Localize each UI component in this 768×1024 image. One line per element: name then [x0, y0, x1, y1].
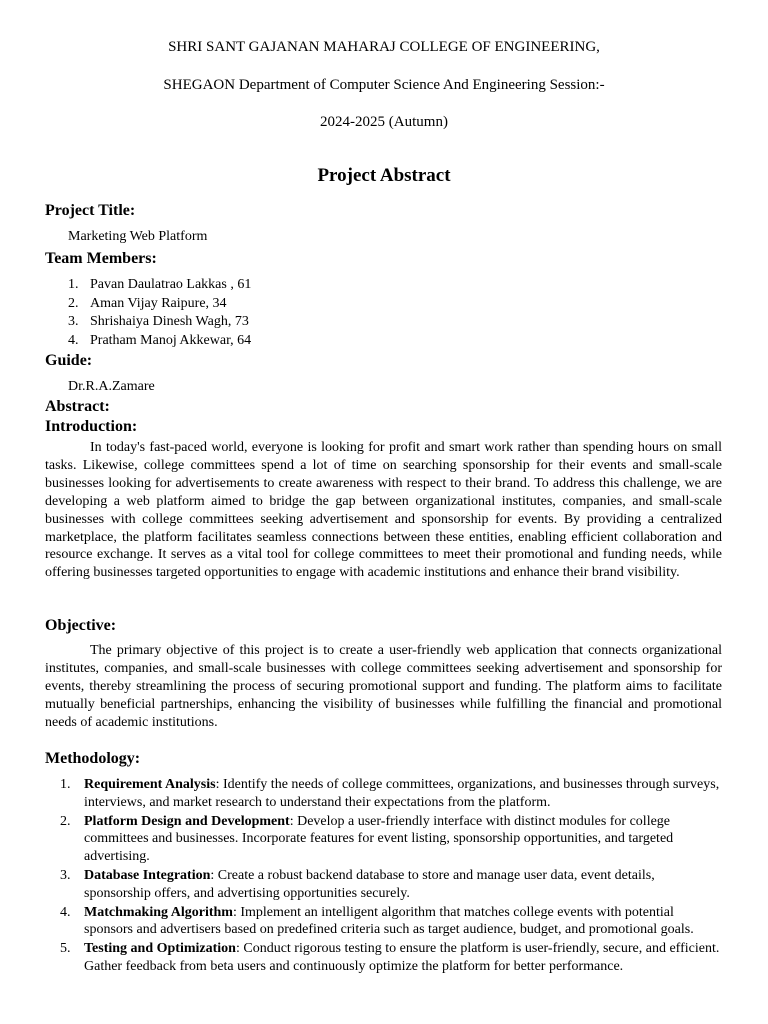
methodology-item	[45, 813, 725, 866]
guide-name: Dr.R.A.Zamare	[68, 379, 155, 394]
methodology-item-title: Database Integration	[84, 867, 211, 883]
team-member-name: Pratham Manoj Akkewar, 64	[90, 332, 252, 348]
methodology-item-text: : Create a robust backend database to store and manage user data, event details, sponsorship offers, and advertising opportunities securely.	[84, 867, 655, 901]
objective-paragraph: The primary objective of this project is to create a user-friendly web application that connects organizational institutes, companies, and small-scale businesses with college committees seeking advertisement and sponsorship for events, thereby streamlining the process of securing promotional support and funding. The platform aims to facilitate mutually beneficial partnerships, enhancing the visibility of businesses while fulfilling the financial and promotional needs of academic institutions.	[45, 643, 722, 730]
methodology-item-text: : Conduct rigorous testing to ensure the platform is user-friendly, secure, and efficient. Gather feedback from beta users and continuously optimize the platform for better performance.	[84, 941, 720, 974]
list-number: 1.	[68, 277, 79, 292]
abstract-heading: Abstract:	[45, 398, 110, 415]
list-number: 2.	[60, 813, 71, 829]
methodology-item	[45, 940, 725, 976]
list-number: 5.	[60, 941, 71, 957]
list-number: 3.	[60, 867, 71, 883]
methodology-list	[45, 776, 725, 976]
department-line: SHEGAON Department of Computer Science And Engineering Session:-	[163, 77, 605, 93]
team-member-name: Shrishaiya Dinesh Wagh, 73	[90, 314, 249, 329]
team-member-item	[68, 295, 251, 314]
methodology-item-title: Requirement Analysis	[84, 777, 216, 792]
methodology-item	[45, 904, 725, 940]
methodology-item-title: Testing and Optimization	[84, 941, 236, 957]
list-number: 4.	[60, 904, 71, 920]
list-number: 2.	[68, 295, 79, 311]
methodology-item-text: : Identify the needs of college committees, organizations, and businesses through surveys, interviews, and market research to understand their expectations from the platform.	[84, 777, 720, 810]
team-members-list	[68, 276, 251, 350]
guide-heading: Guide:	[45, 352, 93, 369]
project-title-value: Marketing Web Platform	[68, 229, 208, 244]
list-number: 4.	[68, 332, 79, 348]
introduction-paragraph: In today's fast-paced world, everyone is looking for profit and smart work rather than spending hours on small tasks. Likewise, college committees spend a lot of time on searching sponsorship for their events and small-scale businesses looking for advertisements to create awareness with respect to their brand. To address this challenge, we are developing a web platform aimed to bridge the gap between organizational institutes, companies, and small-scale businesses with college committees seeking advertisement and sponsorship for events. By providing a centralized marketplace, the platform facilitates seamless connections between these entities, enabling efficient collaboration and resource exchange. It serves as a vital tool for college committees to meet their promotional and funding needs, while offering businesses targeted opportunities to engage with academic institutions and enhance their brand visibility.	[45, 440, 722, 581]
college-name-line: SHRI SANT GAJANAN MAHARAJ COLLEGE OF ENGINEERING,	[168, 39, 600, 55]
methodology-heading: Methodology:	[45, 750, 141, 767]
team-member-item	[68, 276, 251, 295]
methodology-item-text: : Develop a user-friendly interface with distinct modules for college committees and businesses. Incorporate features for event listing, sponsorship opportunities, and targeted advertising.	[84, 813, 674, 865]
methodology-item-title: Platform Design and Development	[84, 813, 290, 829]
methodology-item	[45, 776, 725, 812]
methodology-item-text: : Implement an intelligent algorithm that matches college events with potential sponsors and advertisers based on predefined criteria such as target audience, budget, and promotional goals.	[84, 904, 694, 938]
list-number: 3.	[68, 314, 79, 329]
introduction-heading: Introduction:	[45, 418, 138, 435]
team-member-item	[68, 313, 251, 332]
project-title-heading: Project Title:	[45, 202, 136, 219]
session-line: 2024-2025 (Autumn)	[320, 114, 448, 130]
team-member-name: Aman Vijay Raipure, 34	[90, 295, 227, 311]
list-number: 1.	[60, 777, 71, 792]
team-member-item	[68, 332, 251, 351]
document-title: Project Abstract	[317, 165, 451, 186]
team-member-name: Pavan Daulatrao Lakkas , 61	[90, 277, 252, 292]
methodology-item	[45, 867, 725, 903]
objective-heading: Objective:	[45, 617, 117, 634]
team-members-heading: Team Members:	[45, 250, 157, 267]
methodology-item-title: Matchmaking Algorithm	[84, 904, 233, 920]
